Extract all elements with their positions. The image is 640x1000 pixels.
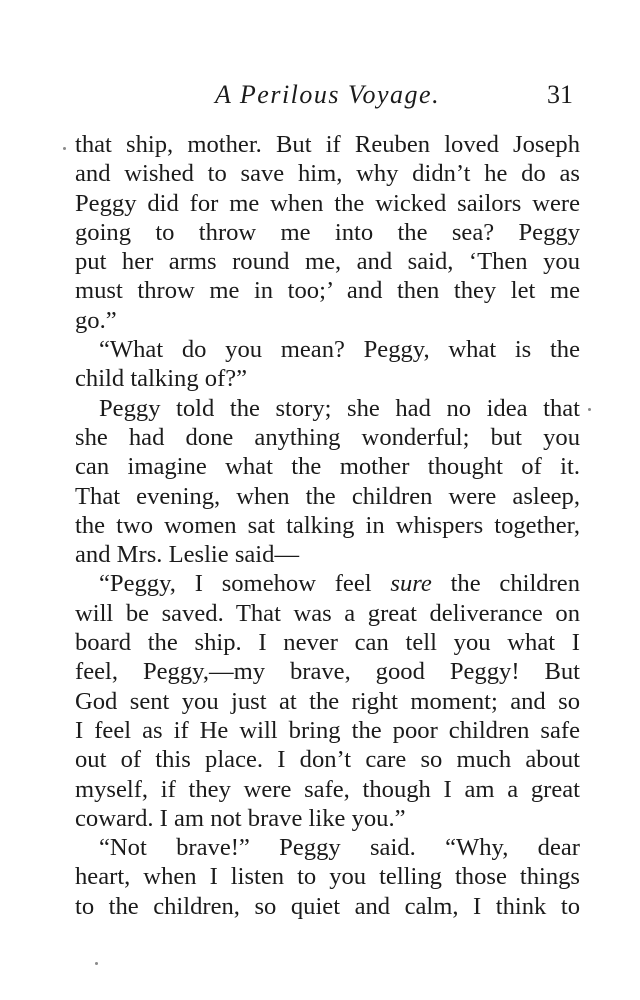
text-segment: feel, Peggy,—my brave, good Peggy! But xyxy=(75,658,580,686)
text-segment: out of this place. I don’t care so much about xyxy=(75,746,580,774)
text-line xyxy=(75,452,580,481)
text-line xyxy=(75,130,580,159)
text-line xyxy=(75,657,580,686)
text-line xyxy=(75,189,580,218)
text-segment: “What do you mean? Peggy, what is the xyxy=(99,336,580,364)
text-segment: I feel as if He will bring the poor children safe xyxy=(75,716,580,744)
text-line xyxy=(75,716,580,745)
text-segment: can imagine what the mother thought of it. xyxy=(75,453,580,481)
text-segment: she had done anything wonderful; but you xyxy=(75,423,580,451)
text-segment: that ship, mother. But if Reuben loved Joseph xyxy=(75,131,580,158)
text-line xyxy=(75,276,580,305)
text-line xyxy=(75,335,580,364)
body-text xyxy=(75,130,580,921)
print-speck xyxy=(588,408,591,411)
emphasized-word: sure xyxy=(390,570,432,598)
text-segment: board the ship. I never can tell you what I xyxy=(75,629,580,657)
text-segment: heart, when I listen to you telling those things xyxy=(75,863,580,891)
text-segment: and Mrs. Leslie said— xyxy=(75,541,300,569)
text-line xyxy=(75,628,580,657)
text-line xyxy=(75,247,580,276)
text-segment: and wished to save him, why didn’t he do as xyxy=(75,160,580,188)
page-number: 31 xyxy=(547,80,573,109)
text-segment: myself, if they were safe, though I am a great xyxy=(75,775,580,803)
text-line xyxy=(75,482,580,511)
text-line xyxy=(75,687,580,716)
text-segment: must throw me in too;’ and then they let me xyxy=(75,277,580,305)
page-header xyxy=(0,80,640,114)
text-segment: to the children, so quiet and calm, I think to xyxy=(75,892,580,920)
text-line xyxy=(75,569,580,598)
text-segment: Peggy told the story; she had no idea that xyxy=(99,394,580,422)
text-segment: put her arms round me, and said, ‘Then you xyxy=(75,248,580,276)
text-line xyxy=(75,540,580,569)
text-line xyxy=(75,394,580,423)
text-line xyxy=(75,745,580,774)
text-line xyxy=(75,892,580,921)
text-line xyxy=(75,775,580,804)
text-line xyxy=(75,599,580,628)
running-title: A Perilous Voyage. xyxy=(215,80,441,109)
text-segment: the children xyxy=(431,570,581,598)
text-segment: coward. I am not brave like you.” xyxy=(75,804,406,832)
text-line xyxy=(75,364,580,393)
text-segment: go.” xyxy=(75,306,117,334)
text-line xyxy=(75,159,580,188)
text-segment: going to throw me into the sea? Peggy xyxy=(75,218,580,246)
text-segment: the two women sat talking in whispers together, xyxy=(75,511,580,539)
text-segment: That evening, when the children were asleep, xyxy=(75,482,580,510)
text-line xyxy=(75,218,580,247)
text-segment: God sent you just at the right moment; and so xyxy=(75,687,580,715)
text-segment: will be saved. That was a great deliverance on xyxy=(75,599,580,627)
text-segment: “Not brave!” Peggy said. “Why, dear xyxy=(99,834,580,862)
text-segment: Peggy did for me when the wicked sailors were xyxy=(75,189,580,217)
text-line xyxy=(75,511,580,540)
text-line xyxy=(75,862,580,891)
text-line xyxy=(75,306,580,335)
text-line xyxy=(75,423,580,452)
text-line xyxy=(75,804,580,833)
text-segment: “Peggy, I somehow feel xyxy=(99,570,391,598)
text-line xyxy=(75,833,580,862)
text-segment: child talking of?” xyxy=(75,365,248,393)
print-speck xyxy=(95,962,98,965)
print-speck xyxy=(63,147,66,150)
